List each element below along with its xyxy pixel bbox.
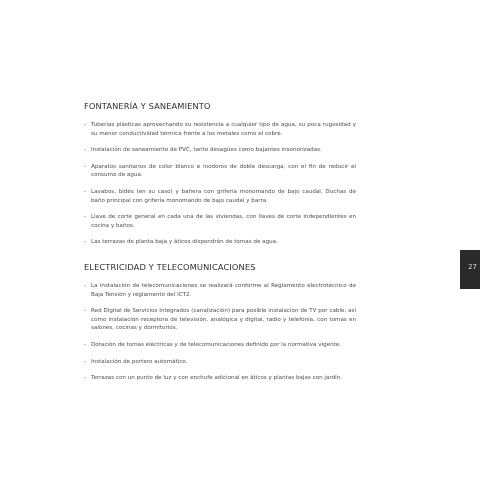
list-item-text: Llave de corte general en cada una de las viviendas, con llaves de corte independientes en cocina y baños. — [91, 214, 356, 229]
list-item-text: Instalación de saneamiento de PVC, tanto desagües como bajantes insonorizadas. — [91, 147, 322, 154]
section-title: FONTANERÍA Y SANEAMIENTO — [84, 101, 211, 111]
bullet: - — [84, 122, 87, 128]
list-item-text: Instalación de portero automático. — [91, 358, 188, 365]
list-item — [84, 188, 356, 205]
bullet: - — [84, 163, 87, 170]
list-item — [84, 341, 356, 350]
list-item-text: Tuberías plásticas aprovechando su resistencia a cualquier tipo de agua, su poca rugosidad y su menor conductividad térmica frente a los metales como el cobre. — [91, 122, 356, 137]
list-item — [84, 374, 356, 383]
section-fontaneria-saneamiento — [84, 101, 356, 255]
list-item — [84, 238, 356, 247]
list-item — [84, 307, 356, 333]
section-title: ELECTRICIDAD Y TELECOMUNICACIONES — [84, 262, 256, 272]
bullet: - — [84, 375, 87, 382]
list-item-text: La instalación de telecomunicaciones se realizará conforme al Reglamento electrotécnico de Baja Tensión y reglamento del ICT2. — [91, 283, 356, 298]
list-item — [84, 146, 356, 155]
list-item-text: Dotación de tomas eléctricas y de telecomunicaciones definido por la normativa vigente. — [91, 341, 342, 348]
bullet: - — [84, 341, 87, 348]
bullet: - — [84, 283, 87, 289]
bullet: - — [84, 308, 87, 315]
bullet: - — [84, 358, 87, 365]
list-item — [84, 163, 356, 180]
list-item — [84, 213, 356, 230]
list-item — [84, 358, 356, 367]
list-item-text: Terrazas con un punto de luz y con enchufe adicional en áticos y plantas bajas con jardín. — [91, 375, 343, 382]
bullet: - — [84, 214, 87, 221]
bullet: - — [84, 147, 87, 154]
page-number: 27 — [468, 263, 477, 271]
list-item-text: Las terrazas de planta baja y áticos dispondrán de tomas de agua. — [91, 239, 278, 246]
list-item-text: Red Digital de Servicios Integrados (canalización) para posible instalación de TV por cable, así como instalación receptora de televisión, analógica y digital, radio y telefonía, con tomas en salones, cocinas y dormitorios. — [91, 308, 356, 332]
section-electricidad-telecomunicaciones — [84, 262, 356, 391]
bullet: - — [84, 239, 87, 246]
list-item-text: Lavabos, bidés (en su caso) y bañera con grifería monomando de bajo caudal. Duchas de baño principal con grifería monomando de bajo caudal y barra. — [91, 188, 356, 204]
list-item — [84, 121, 356, 138]
list-item-text: Aparatos sanitarios de color blanco e inodoros de doble descarga, con el fin de reducir el consumo de agua. — [91, 163, 356, 179]
bullet: - — [84, 188, 87, 195]
list-item — [84, 282, 356, 299]
